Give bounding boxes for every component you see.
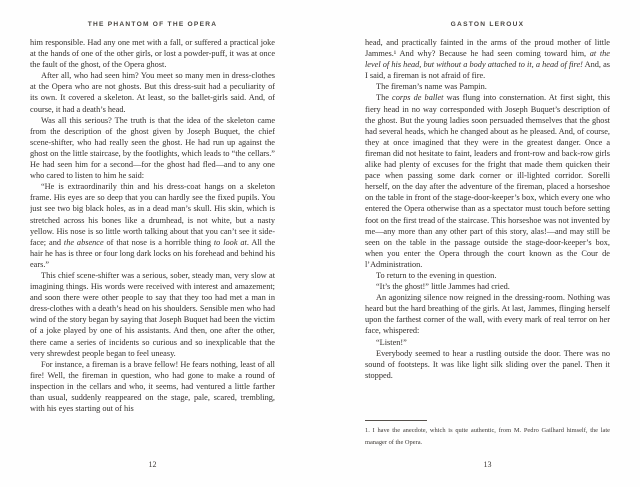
paragraph: him responsible. Had any one met with a fall, or suffered a practical joke at the hands of one of the other girls, or lost a powder-puff, it was at once the fault of the ghost, of the Opera ghost. (30, 38, 275, 70)
paragraph: The fireman’s name was Pampin. (376, 82, 487, 92)
paragraph: For instance, a fireman is a brave fellow! He fears nothing, least of all fire! Well, the fireman in question, who had gone to make a round of inspection in the cellars and who, it seems, had ventured a little farther than usual, suddenly reappeared on the stage, pale, scared, trembling, with his eyes starting out of his (30, 359, 275, 414)
paragraph: Everybody seemed to hear a rustling outside the door. There was no sound of footsteps. It was like light silk sliding over the panel. Then it stopped. (365, 348, 610, 380)
page-left (30, 0, 275, 487)
paragraph: This chief scene-shifter was a serious, sober, steady man, very slow at imagining things. His words were received with interest and amazement; and soon there were other people to say that they too had met a man in dress-clothes with a death’s head on his shoulders. Sensible men who had wind of the story began by saying that Joseph Buquet had been the victim of a joke played by one of his assistants. And then, one after the other, there came a series of incidents so curious and so inexplicable that the very shrewdest people began to feel uneasy. (30, 270, 275, 358)
page-number-right: 13 (483, 460, 492, 469)
page-right (365, 0, 610, 487)
running-head-left: THE PHANTOM OF THE OPERA (87, 21, 218, 28)
paragraph: Was all this serious? The truth is that the idea of the skeleton came from the description of the ghost given by Joseph Buquet, the chief scene-shifter, who had really seen the ghost. He had run up against the ghost on the little staircase, by the footlights, which leads to “the cellars.” He had seen him for a second—for the ghost had fled—and to any one who cared to listen to him he said: (30, 115, 275, 181)
footnote (365, 420, 610, 449)
paragraph: An agonizing silence now reigned in the dressing-room. Nothing was heard but the hard breathing of the girls. At last, Jammes, flinging herself upon the farthest corner of the wall, with every mark of real terror on her face, whispered: (365, 293, 610, 336)
paragraph: To return to the evening in question. (376, 270, 497, 280)
paragraph: “He is extraordinarily thin and his dress-coat hangs on a skeleton frame. His eyes are so deep that you can hardly see the fixed pupils. You just see two big black holes, as in a dead man’s skull. His skin, which is stretched across his bones like a drumhead, is not white, but a nasty yellow. His nose is so little worth talking about that you can’t see it side-face; and the absence of that nose is a horrible thing to look at. All the hair he has is three or four long dark locks on his forehead and behind his ears.” (30, 182, 275, 269)
footnote-text: 1. I have the anecdote, which is quite authentic, from M. Pedro Gailhard himself, the late manager of the Opera. (365, 427, 610, 446)
paragraph: After all, who had seen him? You meet so many men in dress-clothes at the Opera who are not ghosts. But this dress-suit had a peculiarity of its own. It covered a skeleton. At least, so the ballet-girls said. And, of course, it had a death’s head. (30, 71, 275, 114)
paragraph: head, and practically fainted in the arms of the proud mother of little Jammes.¹ And why? Because he had seen coming toward him, at the level of his head, but without a body attached to it, a head of fire! And, as I said, a fireman is not afraid of fire. (365, 38, 610, 81)
page-number-left: 12 (148, 460, 157, 469)
paragraph: “Listen!” (376, 337, 407, 347)
page-left-body (30, 37, 275, 453)
running-head-right: GASTON LEROUX (450, 21, 525, 28)
paragraph: The corps de ballet was flung into consternation. At first sight, this fiery head in no way corresponded with Joseph Buquet’s description of the ghost. But the young ladies soon persuaded themselves that the ghost had several heads, which he changed about as he pleased. And, of course, they at once imagined that they were in the greatest danger. Once a fireman did not hesitate to faint, leaders and front-row and back-row girls alike had plenty of excuses for the fright that made them quicken their pace when passing some dark corner or ill-lighted corridor. Sorelli herself, on the day after the adventure of the fireman, placed a horseshoe on the table in front of the stage-door-keeper’s box, which every one who entered the Opera otherwise than as a spectator must touch before setting foot on the first tread of the staircase. This horseshoe was not invented by me—any more than any other part of this story, alas!—and may still be seen on the table in the passage outside the stage-door-keeper’s box, when you enter the Opera through the court known as the Cour de l’Administration. (365, 93, 610, 269)
footnote-rule (365, 420, 427, 421)
page-right-body (365, 37, 610, 415)
paragraph: “It’s the ghost!” little Jammes had cried. (376, 282, 510, 292)
